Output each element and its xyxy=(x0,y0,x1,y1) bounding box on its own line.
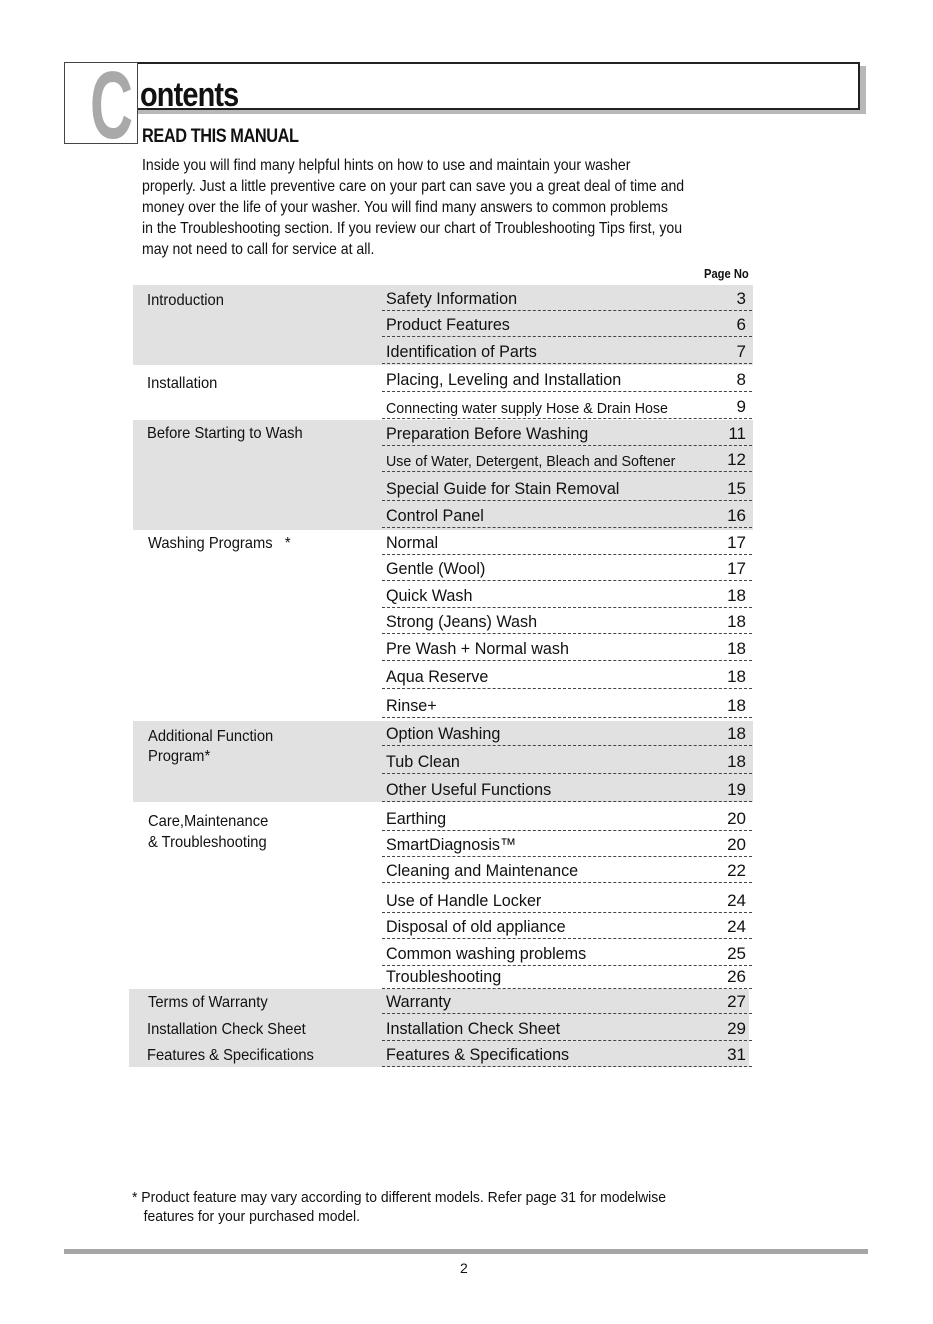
entry-title: Common washing problems xyxy=(386,944,587,963)
entry-page-number: 6 xyxy=(736,315,746,334)
entry-title: Quick Wash xyxy=(386,586,473,605)
entry-page-number: 19 xyxy=(727,780,746,799)
entry-title: Gentle (Wool) xyxy=(386,559,486,578)
contents-entry xyxy=(382,288,752,311)
entry-page-number: 26 xyxy=(727,967,746,986)
contents-entry xyxy=(382,989,752,1014)
entry-title: Earthing xyxy=(386,809,447,828)
contents-entry xyxy=(382,718,752,746)
entry-page-number: 15 xyxy=(727,479,746,498)
contents-entry xyxy=(382,581,752,608)
entry-title: Connecting water supply Hose & Drain Hose xyxy=(386,400,668,417)
contents-entry xyxy=(382,774,752,802)
entry-title: Identification of Parts xyxy=(386,342,537,361)
entry-title: Preparation Before Washing xyxy=(386,424,589,443)
category-before-starting: Before Starting to Wash xyxy=(147,425,303,442)
entry-title: SmartDiagnosis™ xyxy=(386,835,517,854)
contents-entry xyxy=(382,446,752,472)
contents-entry xyxy=(382,528,752,555)
contents-entry xyxy=(382,857,752,883)
entry-title: Control Panel xyxy=(386,506,484,525)
contents-entry xyxy=(382,913,752,939)
page-title: ontents xyxy=(140,76,239,114)
entry-title: Cleaning and Maintenance xyxy=(386,861,579,880)
entry-page-number: 22 xyxy=(727,861,746,880)
entry-title: Product Features xyxy=(386,315,510,334)
category-terms-of-warranty: Terms of Warranty xyxy=(148,994,268,1011)
read-manual-heading: READ THIS MANUAL xyxy=(142,126,299,147)
footnote-line: features for your purchased model. xyxy=(132,1208,360,1225)
entry-title: Option Washing xyxy=(386,724,501,743)
entry-page-number: 16 xyxy=(727,506,746,525)
entry-page-number: 12 xyxy=(727,450,746,469)
entry-page-number: 18 xyxy=(727,612,746,631)
entry-page-number: 20 xyxy=(727,835,746,854)
entry-title: Use of Handle Locker xyxy=(386,891,542,910)
contents-entry xyxy=(382,634,752,661)
intro-line: Inside you will find many helpful hints on how to use and maintain your washer xyxy=(142,157,631,174)
footnote xyxy=(132,1188,666,1226)
category-care-maintenance: Care,Maintenance xyxy=(148,813,269,830)
title-initial: C xyxy=(90,52,133,159)
contents-entry xyxy=(382,337,752,364)
entry-page-number: 20 xyxy=(727,809,746,828)
category-features-specifications: Features & Specifications xyxy=(147,1047,314,1064)
contents-entry xyxy=(382,311,752,337)
intro-paragraph xyxy=(142,155,705,260)
footnote-line: * Product feature may vary according to different models. Refer page 31 for modelwise xyxy=(132,1189,666,1206)
entry-page-number: 3 xyxy=(736,289,746,308)
intro-line: properly. Just a little preventive care on your part can save you a great deal of time and xyxy=(142,178,685,195)
contents-entry xyxy=(382,472,752,501)
entry-title: Special Guide for Stain Removal xyxy=(386,479,620,498)
entry-title: Rinse+ xyxy=(386,696,437,715)
entry-page-number: 18 xyxy=(727,752,746,771)
intro-line: may not need to call for service at all. xyxy=(142,241,375,258)
entry-title: Aqua Reserve xyxy=(386,667,489,686)
entry-page-number: 17 xyxy=(727,533,746,552)
entry-page-number: 24 xyxy=(727,917,746,936)
entry-page-number: 18 xyxy=(727,586,746,605)
entry-title: Tub Clean xyxy=(386,752,460,771)
entry-page-number: 8 xyxy=(736,370,746,389)
contents-entry xyxy=(382,831,752,857)
entry-title: Troubleshooting xyxy=(386,967,502,986)
entry-title: Features & Specifications xyxy=(386,1045,570,1064)
contents-entry xyxy=(382,419,752,446)
page-no-label: Page No xyxy=(704,266,749,281)
entry-page-number: 9 xyxy=(736,397,746,416)
contents-entry xyxy=(382,689,752,718)
entry-page-number: 17 xyxy=(727,559,746,578)
contents-entry xyxy=(382,1014,752,1041)
page-number: 2 xyxy=(460,1260,468,1276)
entry-page-number: 18 xyxy=(727,696,746,715)
entry-page-number: 11 xyxy=(728,424,746,443)
entry-title: Installation Check Sheet xyxy=(386,1019,561,1038)
entry-title: Normal xyxy=(386,533,439,552)
entry-title: Strong (Jeans) Wash xyxy=(386,612,538,631)
contents-entry xyxy=(382,746,752,774)
category-installation-check-sheet: Installation Check Sheet xyxy=(147,1021,306,1038)
entry-title: Placing, Leveling and Installation xyxy=(386,370,622,389)
entry-page-number: 18 xyxy=(727,639,746,658)
entry-page-number: 24 xyxy=(727,891,746,910)
contents-entry xyxy=(382,883,752,913)
contents-entry xyxy=(382,392,752,419)
contents-entry xyxy=(382,1041,752,1067)
entry-page-number: 18 xyxy=(727,667,746,686)
entry-title: Warranty xyxy=(386,992,451,1011)
category-additional-function: Additional Function xyxy=(148,728,274,745)
intro-line: money over the life of your washer. You will find many answers to common problems xyxy=(142,199,668,216)
category-washing-programs: Washing Programs * xyxy=(148,535,291,552)
contents-entry xyxy=(382,608,752,634)
entry-page-number: 27 xyxy=(727,992,746,1011)
contents-entry xyxy=(382,364,752,392)
category-installation: Installation xyxy=(147,375,218,392)
entry-title: Use of Water, Detergent, Bleach and Softener xyxy=(386,453,676,470)
entry-page-number: 7 xyxy=(736,342,746,361)
entry-title: Disposal of old appliance xyxy=(386,917,566,936)
contents-entry xyxy=(382,501,752,528)
entry-title: Pre Wash + Normal wash xyxy=(386,639,569,658)
contents-entry xyxy=(382,555,752,581)
entry-page-number: 25 xyxy=(727,944,746,963)
entry-page-number: 31 xyxy=(727,1045,746,1064)
contents-entry xyxy=(382,802,752,831)
category-additional-program: Program* xyxy=(148,748,211,765)
category-troubleshooting: & Troubleshooting xyxy=(148,834,267,851)
bottom-rule xyxy=(64,1249,868,1254)
category-introduction: Introduction xyxy=(147,292,224,309)
contents-entry xyxy=(382,966,752,989)
entry-page-number: 29 xyxy=(727,1019,746,1038)
entry-page-number: 18 xyxy=(727,724,746,743)
contents-entry xyxy=(382,661,752,689)
entry-title: Safety Information xyxy=(386,289,518,308)
entry-title: Other Useful Functions xyxy=(386,780,552,799)
contents-entry xyxy=(382,939,752,966)
intro-line: in the Troubleshooting section. If you review our chart of Troubleshooting Tips first, you xyxy=(142,220,683,237)
